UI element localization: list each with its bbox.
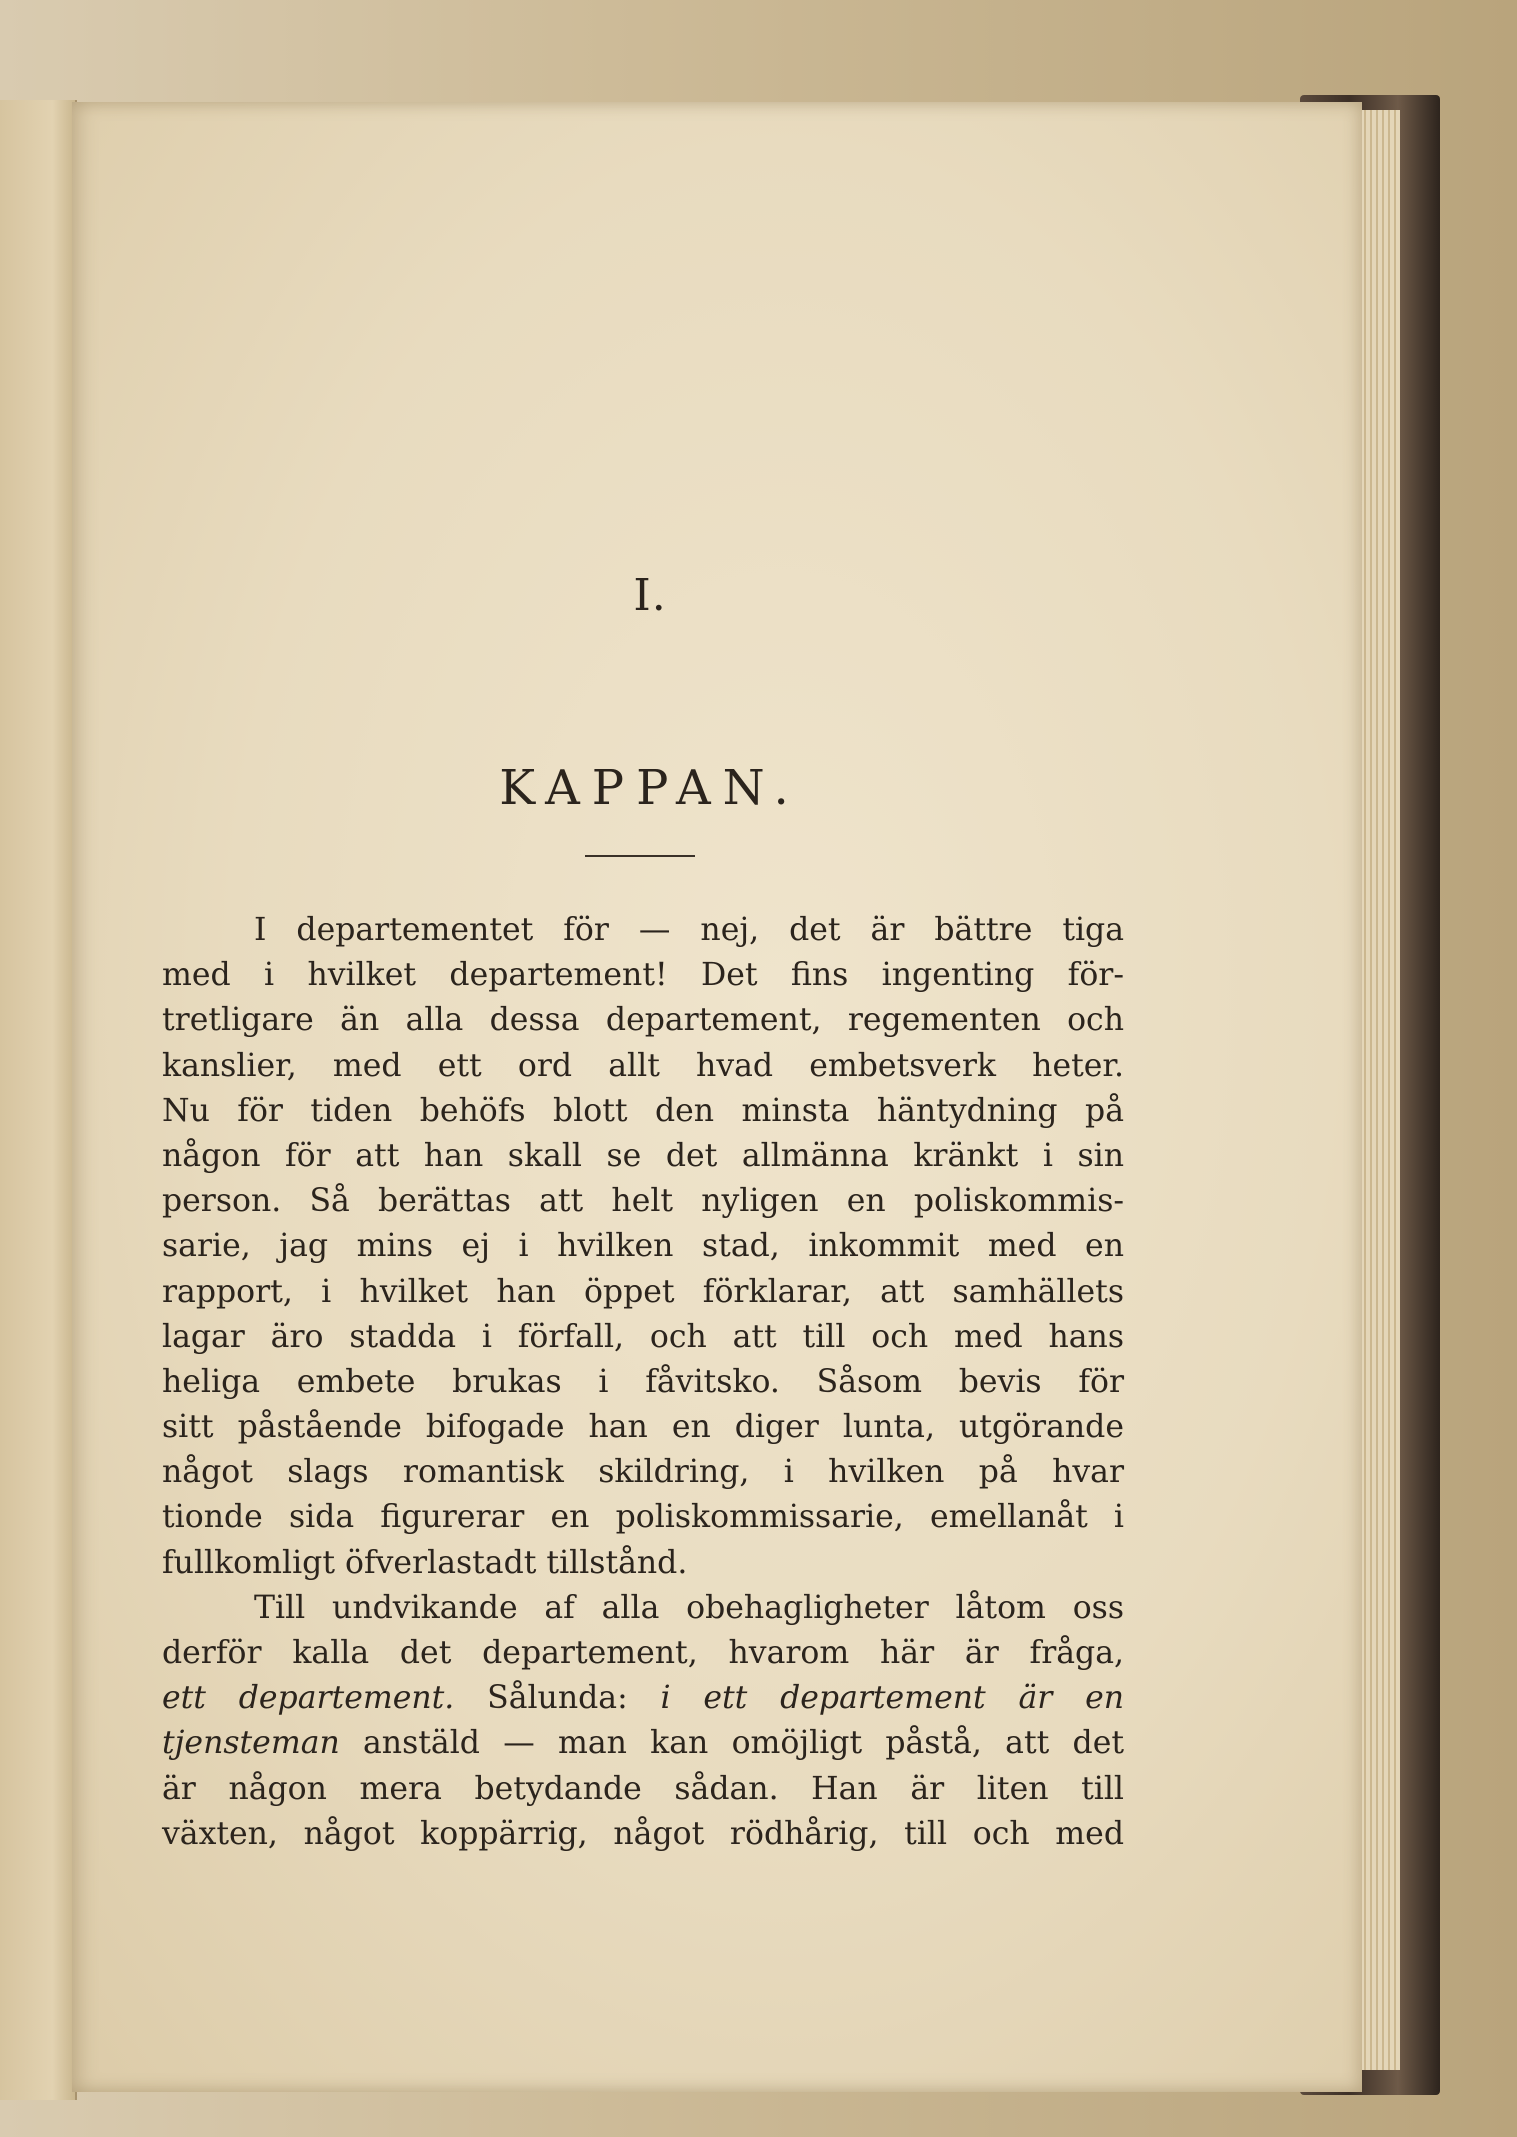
text-line: med i hvilket departement! Det fins ingenting för-	[162, 957, 1124, 994]
italic-text: i ett departement är en	[660, 1680, 1124, 1717]
text-line: I departementet för — nej, det är bättre tiga	[254, 912, 1124, 948]
text-line: fullkomligt öfverlastadt tillstånd.	[162, 1544, 688, 1581]
text-line: heliga embete brukas i fåvitsko. Såsom bevis för	[162, 1363, 1124, 1400]
text-line: derför kalla det departement, hvarom här är fråga,	[162, 1635, 1124, 1671]
italic-text: tjensteman	[162, 1725, 340, 1762]
text-line: sarie, jag mins ej i hvilken stad, inkommit med en	[162, 1228, 1124, 1265]
text-line: något slags romantisk skildring, i hvilken på hvar	[162, 1454, 1124, 1491]
chapter-number: I.	[633, 570, 667, 621]
text-line: växten, något koppärrig, något rödhårig, till och med	[162, 1815, 1124, 1852]
left-page-edge	[0, 100, 77, 2100]
text-span: anstäld — man kan omöjligt påstå, att det	[339, 1725, 1124, 1762]
text-line: sitt påstående bifogade han en diger lunta, utgörande	[162, 1409, 1124, 1446]
body-text	[162, 908, 1124, 1857]
text-span: Sålunda:	[454, 1680, 661, 1717]
text-line: Nu för tiden behöfs blott den minsta häntydning på	[162, 1092, 1124, 1129]
text-line	[162, 1676, 1124, 1721]
text-line: Till undvikande af alla obehagligheter låtom oss	[254, 1589, 1124, 1626]
italic-text: ett departement.	[162, 1680, 455, 1717]
text-line: kanslier, med ett ord allt hvad embetsverk heter.	[162, 1047, 1124, 1084]
text-line: är någon mera betydande sådan. Han är liten till	[162, 1770, 1124, 1807]
text-line: tionde sida figurerar en poliskommissarie, emellanåt i	[162, 1499, 1124, 1536]
text-line: tretligare än alla dessa departement, regementen och	[162, 1002, 1124, 1039]
text-line: någon för att han skall se det allmänna kränkt i sin	[162, 1137, 1124, 1174]
text-line	[162, 1721, 1124, 1766]
title-rule	[585, 855, 695, 857]
chapter-title: KAPPAN.	[499, 760, 801, 816]
text-line: lagar äro stadda i förfall, och att till och med hans	[162, 1318, 1124, 1355]
text-line: rapport, i hvilket han öppet förklarar, att samhällets	[162, 1273, 1124, 1310]
text-line: person. Så berättas att helt nyligen en poliskommis-	[162, 1183, 1124, 1220]
